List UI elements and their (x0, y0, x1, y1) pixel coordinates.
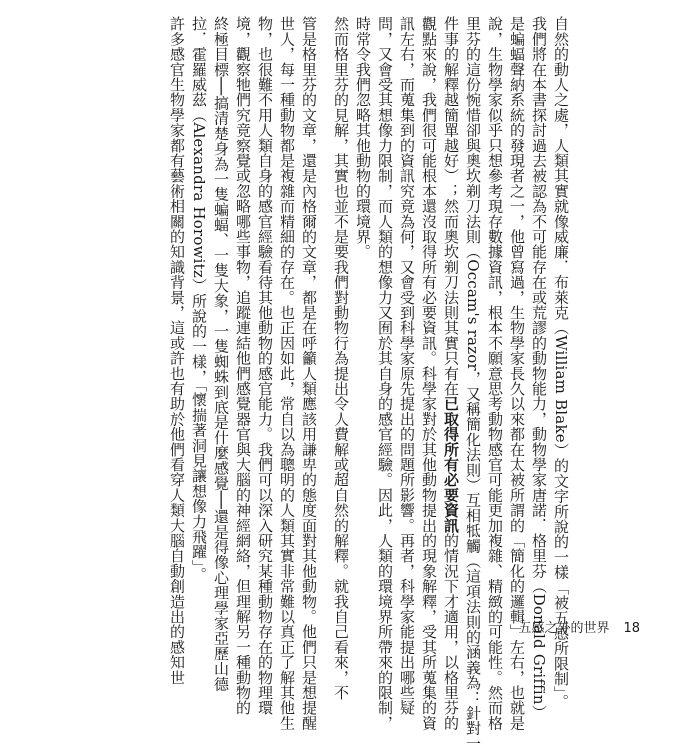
text-column: 許多感官生物學家都有藝術相關的知識背景，這或許也有助於他們看穿人類大腦自動創造出的感知世 (168, 16, 186, 685)
page-footer (518, 617, 640, 636)
running-title: 五感之外的世界 (518, 621, 610, 636)
text-column: 物，也很難不用人類自身的感官經驗看待其他動物的感官能力。我們可以深入研究某種動物存在的物理環 (256, 16, 274, 716)
text-column: 說，生物學家似乎只想參考現存數據資訊，根本不願意思考動物感官可能更加複雜、精緻的可能性。然而格 (486, 16, 504, 731)
text-column: 我們將在本書探討過去被認為不可能存在或荒謬的動物能力，動物學家唐諾．格里芬（Donald Griffin） (530, 16, 548, 720)
text-column: 世人，每一種動物都是複雜而精細的存在。也正因如此，常自以為聰明的人類其實非常難以真正了解其他生 (278, 16, 296, 731)
text-column: 是蝙蝠聲納系統的發現者之一，他曾寫過，生物學家長久以來都在太被所謂的「簡化的邏輯」左右，也就是 (508, 16, 526, 731)
text-column: 自然的動人之處，人類其實就像威廉．布萊克（William Blake）的文字所說的一樣「被五感所限制」。 (552, 16, 570, 709)
text-column: 里芬的這份惋惜卻與奧坎剃刀法則（Occam's razor，又稱簡化法則）互相牴觸（這項法則的涵義為：針對一 (464, 16, 482, 751)
text-column: 管是格里芬的文章，還是內格爾的文章，都是在呼籲人類應該用謙卑的態度面對其他動物。他們只是想提醒 (300, 16, 318, 731)
text-column: 終極目標──搞清楚身為一隻蝙蝠、一隻大象，一隻蜘蛛到底是什麼感覺──還是得像心理學家亞歷山德 (212, 16, 230, 692)
text-column: 問，又會受其想像力限制，而人類的想像力又囿於其自身的感官經驗。因此，人類的環境界所帶來的限制， (376, 16, 394, 731)
emphasized-phrase: 已取得所有必要資訊 (442, 396, 460, 533)
text-column: 境，觀察牠們究竟察覺或忽略哪些事物，追蹤連結他們感覺器官與大腦的神經網絡，但理解另一種動物的 (234, 16, 252, 716)
text-column-bold: 件事的解釋越簡單越好）；然而奧坎剃刀法則其實只有在已取得所有必要資訊的情況下才適用，以格里芬的 (442, 16, 460, 731)
text-column: 訊左右，而蒐集到的資訊究竟為何，又會受到科學家原先提出的問題所影響。再者，科學家能提出哪些疑 (398, 16, 416, 716)
text-column: 然而格里芬的見解，其實也並不是要我們對動物行為提出令人費解或超自然的解釋。就我自己看來，不 (332, 16, 350, 700)
text-column: 時常令我們忽略其他動物的環境界。 (354, 16, 372, 260)
text-column: 拉．霍羅威茲（Alexandra Horowitz）所說的一樣，「懷揣著洞見讓想像力飛躍」。 (190, 16, 208, 583)
page-number: 18 (623, 621, 640, 636)
text-column: 觀點來說，我們很可能根本還沒取得所有必要資訊。科學家對於其他動物提出的現象解釋，受其所蒐集的資 (420, 16, 438, 731)
